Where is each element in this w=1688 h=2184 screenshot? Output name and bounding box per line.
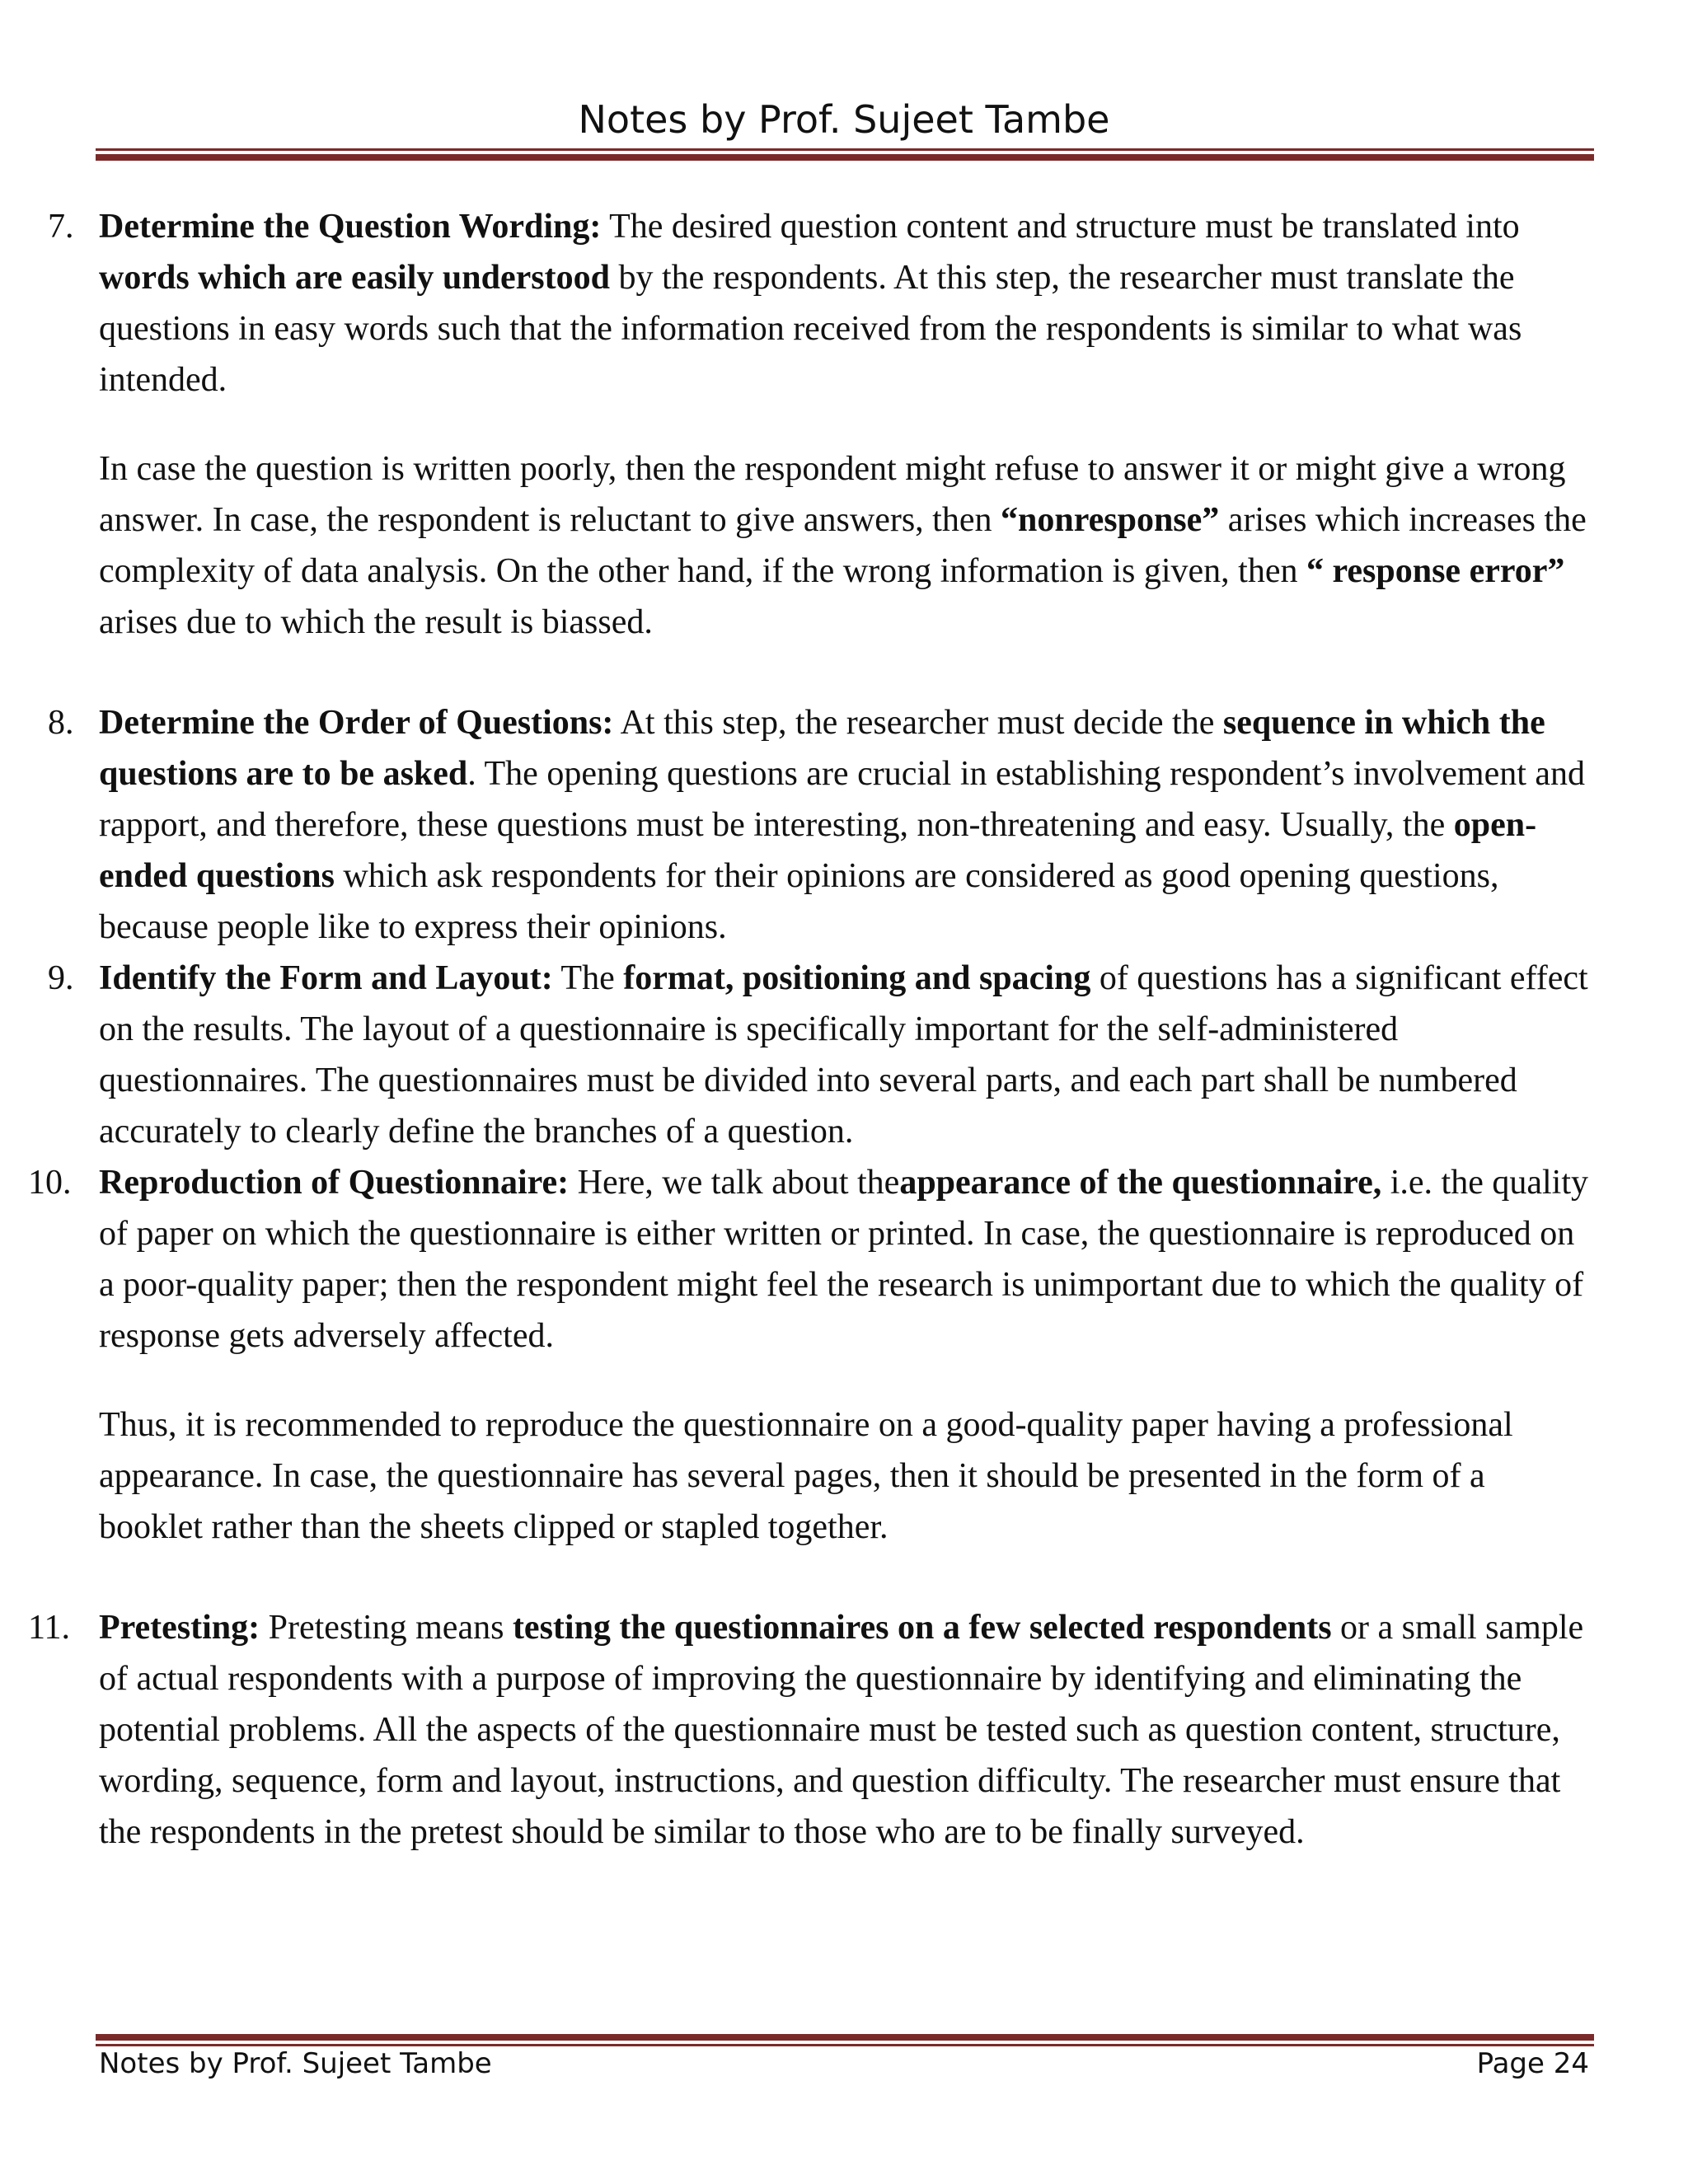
item-number: 9. — [48, 959, 74, 997]
paragraph: Pretesting: Pretesting means testing the questionnaires on a few selected respondents or a small sample of actual respondents with a purpose of improving the questionnaire by identifying and eliminating the potential problems. All the aspects of the questionnaire must be tested such as question content, structure, wording, sequence, form and layout, instructions, and question difficulty. The researcher must ensure that the respondents in the pretest should be similar to those who are to be finally surveyed. — [99, 1609, 1584, 1851]
paragraph: Determine the Question Wording: The desired question content and structure must be translated into words which are easily understood by the respondents. At this step, the researcher must translate the questions in easy words such that the information received from the respondents is similar to what was intended. — [99, 208, 1522, 399]
item-heading: Determine the Order of Questions: — [99, 704, 614, 742]
list-item-10 — [0, 1157, 1688, 1553]
footer-author: Notes by Prof. Sujeet Tambe — [99, 2047, 492, 2080]
item-heading: Reproduction of Questionnaire: — [99, 1164, 570, 1202]
paragraph: Reproduction of Questionnaire: Here, we talk about theappearance of the questionnaire, i.e. the quality of paper on which the questionnaire is either written or printed. In case, the questionnaire is reproduced on a poor-quality paper; then the respondent might feel the research is unimportant due to which the quality of response gets adversely affected. — [99, 1164, 1588, 1355]
item-heading: Determine the Question Wording: — [99, 208, 602, 246]
list-item-9 — [0, 953, 1688, 1157]
page-header-title: Notes by Prof. Sujeet Tambe — [578, 97, 1110, 142]
item-heading: Identify the Form and Layout: — [99, 959, 553, 997]
item-number: 11. — [28, 1609, 70, 1647]
paragraph: Determine the Order of Questions: At this step, the researcher must decide the sequence in which the questions are to be asked. The opening questions are crucial in establishing respondent’s involvement and rapport, and therefore, these questions must be interesting, non-threatening and easy. Usually, the open-ended questions which ask respondents for their opinions are considered as good opening questions, because people like to express their opinions. — [99, 704, 1586, 946]
footer-rule — [96, 2034, 1594, 2046]
main-content — [0, 201, 1688, 1858]
paragraph: Identify the Form and Layout: The format, positioning and spacing of questions has a significant effect on the results. The layout of a questionnaire is specifically important for the self-administered questionnaires. The questionnaires must be divided into several parts, and each part shall be numbered accurately to clearly define the branches of a question. — [99, 959, 1588, 1151]
page-number: Page 24 — [1476, 2047, 1589, 2080]
list-item-7 — [0, 201, 1688, 648]
paragraph: Thus, it is recommended to reproduce the questionnaire on a good-quality paper having a professional appearance. In case, the questionnaire has several pages, then it should be presented in the form of a booklet rather than the sheets clipped or stapled together. — [99, 1406, 1513, 1546]
item-number: 10. — [28, 1164, 72, 1202]
item-number: 8. — [48, 704, 74, 742]
list-item-11 — [0, 1602, 1688, 1858]
list-item-8 — [0, 697, 1688, 953]
item-heading: Pretesting: — [99, 1609, 260, 1647]
header-rule — [96, 148, 1594, 161]
paragraph: In case the question is written poorly, then the respondent might refuse to answer it or might give a wrong answer. In case, the respondent is reluctant to give answers, then “nonresponse” arises which increases the complexity of data analysis. On the other hand, if the wrong information is given, then “ response error” arises due to which the result is biassed. — [99, 450, 1587, 641]
item-number: 7. — [48, 208, 74, 246]
